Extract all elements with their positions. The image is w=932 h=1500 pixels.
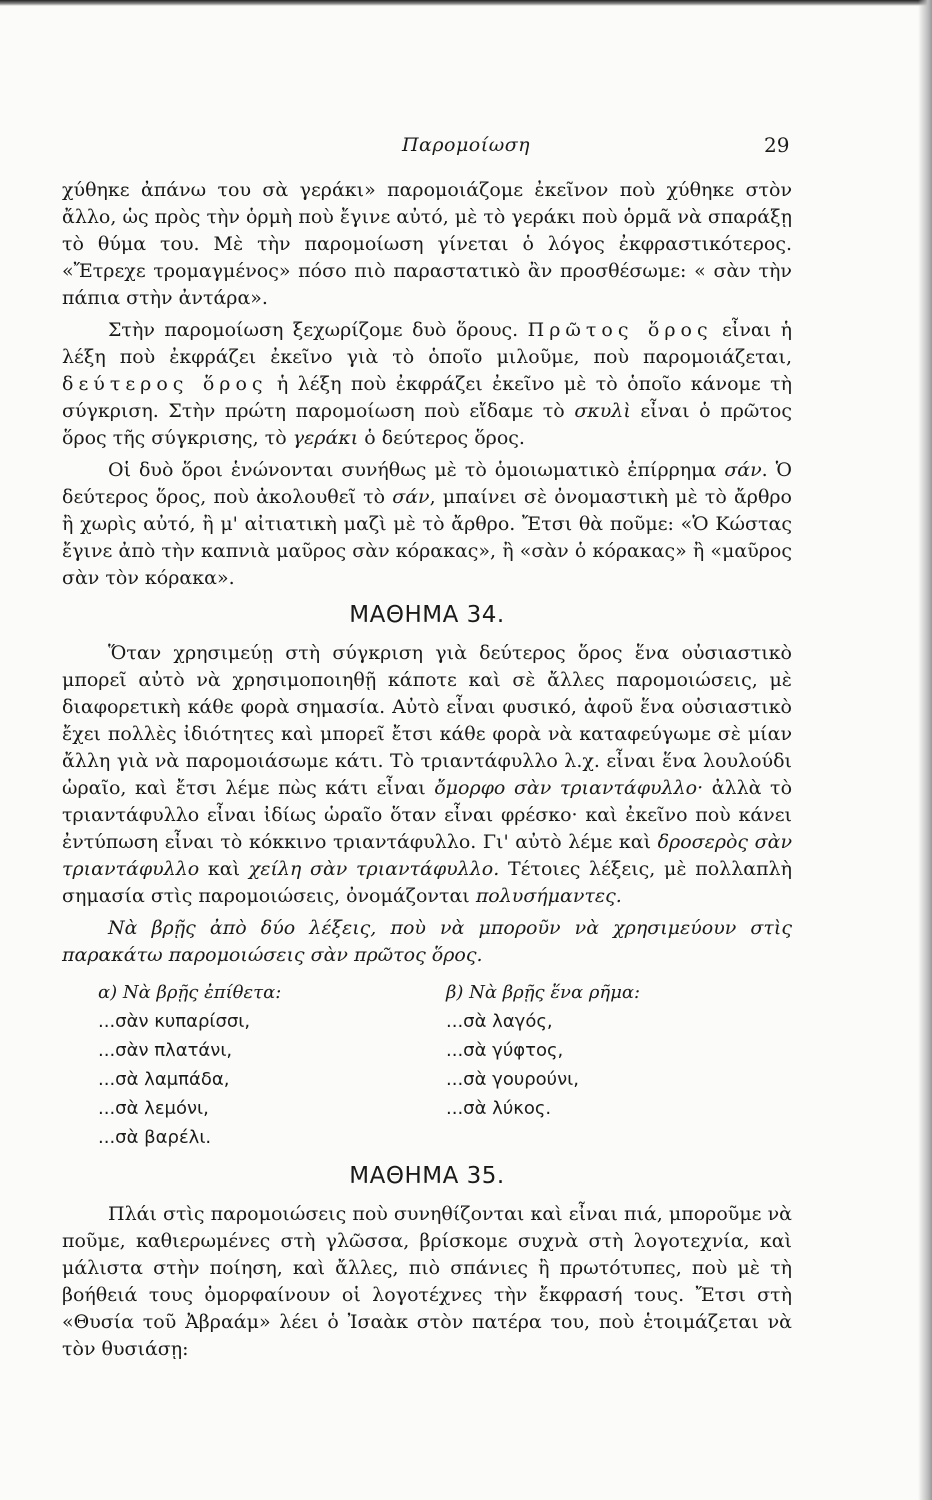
paragraph-2: Στὴν παρομοίωση ξεχωρίζομε δυὸ ὅρους. Πρῶτος ὅρος εἶναι ἡ λέξη ποὺ ἐκφράζει ἐκεῖνο γιὰ τὸ ὁποῖο μιλοῦμε, ποὺ παρομοιάζεται, δεύτερος ὅρος ἡ λέξη ποὺ ἐκφράζει ἐκεῖνο μὲ τὸ ὁποῖο κάνομε τὴ σύγκριση. Στὴν πρώτη παρομοίωση ποὺ εἴδαμε τὸ σκυλὶ εἶναι ὁ πρῶτος ὅρος τῆς σύγκρισης, τὸ γεράκι ὁ δεύτερος ὅρος.: [62, 319, 792, 449]
lesson-35-heading: ΜΑΘΗΜΑ 35.: [349, 1163, 505, 1189]
exercise-column-b: [446, 979, 640, 1123]
list-item: ...σὰ γουρούνι,: [446, 1069, 579, 1090]
exercise-columns: [62, 979, 792, 1153]
list-item: ...σὰν πλατάνι,: [98, 1040, 233, 1061]
page-number: 29: [764, 133, 790, 157]
scan-right-edge: [918, 0, 932, 1500]
list-item: ...σὰ βαρέλι.: [98, 1127, 212, 1148]
running-title: Παρομοίωση: [401, 134, 531, 156]
term-first: Πρῶτος ὅρος: [527, 319, 713, 341]
lesson-34-heading: ΜΑΘΗΜΑ 34.: [349, 602, 505, 628]
column-a-heading: α) Νὰ βρῇς ἐπίθετα:: [98, 982, 282, 1003]
list-item: ...σὰ λεμόνι,: [98, 1098, 209, 1119]
list-item: ...σὰν κυπαρίσσι,: [98, 1011, 251, 1032]
paragraph-3: Οἱ δυὸ ὅροι ἑνώνονται συνήθως μὲ τὸ ὁμοιωματικὸ ἐπίρρημα σάν. Ὁ δεύτερος ὅρος, ποὺ ἀκολουθεῖ τὸ σάν, μπαίνει σὲ ὀνομαστικὴ μὲ τὸ ἄρθρο ἢ χωρὶς αὐτό, ἢ μ' αἰτιατικὴ μαζὶ μὲ τὸ ἄρθρο. Ἔτσι θὰ ποῦμε: «Ὁ Κώστας ἔγινε ἀπὸ τὴν καπνιὰ μαῦρος σὰν κόρακας», ἢ «σὰν ὁ κόρακας» ἢ «μαῦρος σὰν τὸν κόρακα».: [62, 459, 792, 589]
exercise-instruction: Νὰ βρῇς ἀπὸ δύο λέξεις, ποὺ νὰ μποροῦν νὰ χρησιμεύουν στὶς παρακάτω παρομοιώσεις σὰν πρῶτος ὅρος.: [62, 917, 792, 966]
list-item: ...σὰ λαμπάδα,: [98, 1069, 230, 1090]
column-b-heading: β) Νὰ βρῇς ἕνα ρῆμα:: [446, 982, 641, 1003]
lesson-34-paragraph: Ὅταν χρησιμεύῃ στὴ σύγκριση γιὰ δεύτερος ὅρος ἕνα οὐσιαστικὸ μπορεῖ αὐτὸ νὰ χρησιμοποιηθῇ κάποτε καὶ σὲ ἄλλες παρομοιώσεις, μὲ διαφορετικὴ κάθε φορὰ σημασία. Αὐτὸ εἶναι φυσικό, ἀφοῦ ἕνα οὐσιαστικὸ ἔχει πολλὲς ἰδιότητες καὶ μπορεῖ ἔτσι κάθε φορὰ νὰ καταφεύγωμε σὲ μίαν ἄλλη γιὰ νὰ παρομοιάσωμε κάτι. Τὸ τριαντάφυλλο λ.χ. εἶναι ἕνα λουλούδι ὡραῖο, καὶ ἔτσι λέμε πὼς κάτι εἶναι ὄμορφο σὰν τριαντάφυλλο· ἀλλὰ τὸ τριαντάφυλλο εἶναι ἰδίως ὡραῖο ὅταν εἶναι φρέσκο· καὶ ἐκεῖνο ποὺ κάνει ἐντύπωση εἶναι τὸ κόκκινο τριαντάφυλλο. Γι' αὐτὸ λέμε καὶ δροσερὸς σὰν τριαντάφυλλο καὶ χείλη σὰν τριαντάφυλλο. Τέτοιες λέξεις, μὲ πολλαπλὴ σημασία στὶς παρομοιώσεις, ὀνομάζονται πολυσήμαντες.: [62, 642, 793, 907]
list-item: ...σὰ γύφτος,: [446, 1040, 564, 1061]
exercise-column-a: [98, 979, 281, 1152]
lesson-35-paragraph: Πλάι στὶς παρομοιώσεις ποὺ συνηθίζονται καὶ εἶναι πιά, μποροῦμε νὰ ποῦμε, καθιερωμένες στὴ γλῶσσα, βρίσκομε συχνὰ στὴ λογοτεχνία, καὶ μάλιστα στὴν ποίηση, καὶ ἄλλες, πιὸ σπάνιες ἢ πρωτότυπες, ποὺ μὲ τὴ βοήθειά τους ὀμορφαίνουν οἱ λογοτέχνες τὴν ἔκφρασή τους. Ἔτσι στὴ «Θυσία τοῦ Ἀβραάμ» λέει ὁ Ἰσαὰκ στὸν πατέρα του, ποὺ ἑτοιμάζεται νὰ τὸν θυσιάσῃ:: [62, 1203, 792, 1360]
term-second: δεύτερος ὅρος: [62, 373, 268, 395]
scan-top-edge: [0, 0, 932, 6]
list-item: ...σὰ λύκος.: [446, 1098, 552, 1119]
page-body: [62, 177, 792, 1363]
list-item: ...σὰ λαγός,: [446, 1011, 553, 1032]
paragraph-1: χύθηκε ἀπάνω του σὰ γεράκι» παρομοιάζομε ἐκεῖνον ποὺ χύθηκε στὸν ἄλλο, ὡς πρὸς τὴν ὁρμὴ ποὺ ἔγινε αὐτό, μὲ τὸ γεράκι ποὺ ὁρμᾶ νὰ σπαράξῃ τὸ θύμα του. Μὲ τὴν παρομοίωση γίνεται ὁ λόγος ἐκφραστικότερος. «Ἔτρεχε τρομαγμένος» πόσο πιὸ παραστατικὸ ἂν προσθέσωμε: « σὰν τὴν πάπια στὴν ἀντάρα».: [62, 179, 792, 309]
